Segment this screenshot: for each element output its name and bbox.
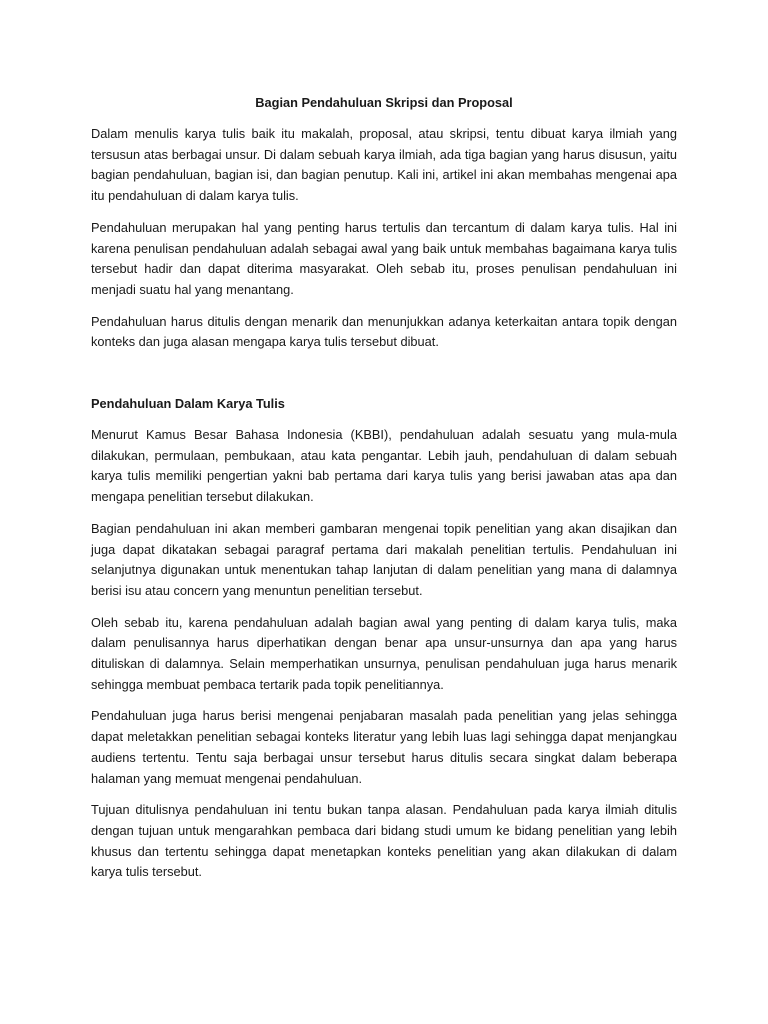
intro-paragraph-3: Pendahuluan harus ditulis dengan menarik dan menunjukkan adanya keterkaitan antara topik dengan konteks dan juga alasan mengapa karya tulis tersebut dibuat. xyxy=(91,313,677,350)
section-paragraph-2: Bagian pendahuluan ini akan memberi gambaran mengenai topik penelitian yang akan disajikan dan juga dapat dikatakan sebagai paragraf pertama dari makalah penelitian tertulis. Pendahuluan ini selanjutnya digunakan untuk menentukan tahap lanjutan di dalam penelitian yang mana di dalamnya berisi isu atau concern yang menuntun penelitian tersebut. xyxy=(91,520,677,598)
intro-paragraph-2: Pendahuluan merupakan hal yang penting harus tertulis dan tercantum di dalam karya tulis. Hal ini karena penulisan pendahuluan adalah sebagai awal yang baik untuk membahas bagaimana karya tulis tersebut hadir dan dapat diterima masyarakat. Oleh sebab itu, proses penulisan pendahuluan ini menjadi suatu hal yang menantang. xyxy=(91,219,677,297)
intro-paragraph-1: Dalam menulis karya tulis baik itu makalah, proposal, atau skripsi, tentu dibuat karya ilmiah yang tersusun atas berbagai unsur. Di dalam sebuah karya ilmiah, ada tiga bagian yang harus disusun, yaitu bagian pendahuluan, bagian isi, dan bagian penutup. Kali ini, artikel ini akan membahas mengenai apa itu pendahuluan di dalam karya tulis. xyxy=(91,126,677,204)
section-paragraph-4: Pendahuluan juga harus berisi mengenai penjabaran masalah pada penelitian yang jelas sehingga dapat meletakkan penelitian sebagai konteks literatur yang lebih luas lagi sehingga dapat menjangkau audiens tertentu. Tentu saja berbagai unsur tersebut harus ditulis secara singkat dalam beberapa halaman yang memuat mengenai pendahuluan. xyxy=(91,708,677,786)
section-paragraph-3: Oleh sebab itu, karena pendahuluan adalah bagian awal yang penting di dalam karya tulis, maka dalam penulisannya harus diperhatikan dengan benar apa unsur-unsurnya dan apa yang harus dituliskan di dalamnya. Selain memperhatikan unsurnya, penulisan pendahuluan juga harus menarik sehingga membuat pembaca tertarik pada topik penelitiannya. xyxy=(91,614,677,692)
section-heading: Pendahuluan Dalam Karya Tulis xyxy=(91,396,285,412)
document-page xyxy=(91,93,677,894)
section-paragraph-5: Tujuan ditulisnya pendahuluan ini tentu bukan tanpa alasan. Pendahuluan pada karya ilmiah ditulis dengan tujuan untuk mengarahkan pembaca dari bidang studi umum ke bidang penelitian yang lebih khusus dan tertentu sehingga dapat menetapkan konteks penelitian yang akan dilakukan di dalam karya tulis tersebut. xyxy=(91,802,677,880)
document-title: Bagian Pendahuluan Skripsi dan Proposal xyxy=(255,95,513,110)
section-paragraph-1: Menurut Kamus Besar Bahasa Indonesia (KBBI), pendahuluan adalah sesuatu yang mula-mula dilakukan, permulaan, pembukaan, atau kata pengantar. Lebih jauh, pendahuluan di dalam sebuah karya tulis memiliki pengertian yakni bab pertama dari karya tulis yang berisi jawaban atas apa dan mengapa penelitian tersebut dilakukan. xyxy=(91,427,677,505)
